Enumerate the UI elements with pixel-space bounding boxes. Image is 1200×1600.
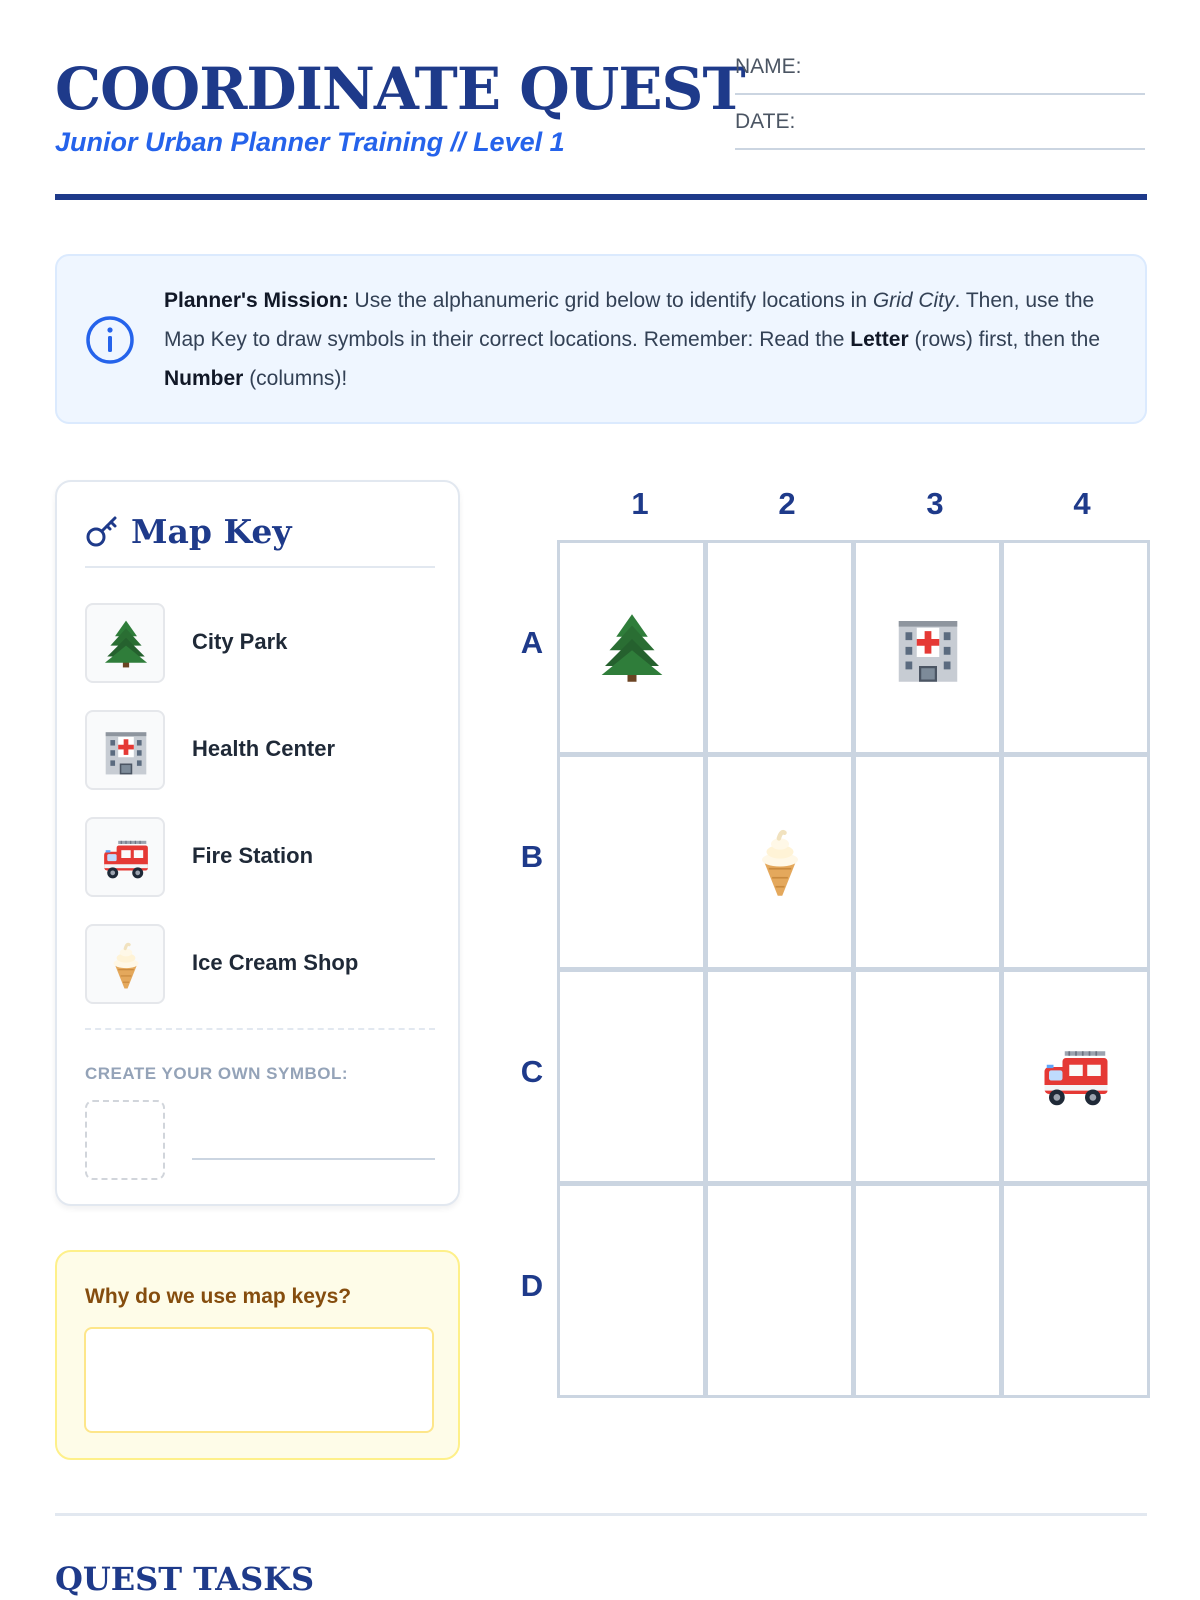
date-label: DATE: bbox=[735, 110, 796, 133]
reflection-answer-box[interactable] bbox=[84, 1327, 434, 1433]
grid-cell-a4[interactable] bbox=[1004, 543, 1147, 752]
grid-cell-c1[interactable] bbox=[560, 972, 703, 1181]
row-label: C bbox=[520, 1054, 544, 1089]
key-item-health-center bbox=[85, 710, 435, 790]
mission-text-4: (columns)! bbox=[243, 367, 348, 390]
grid-cell-d1[interactable] bbox=[560, 1186, 703, 1395]
custom-symbol-name-line[interactable] bbox=[192, 1158, 435, 1160]
page-subtitle: Junior Urban Planner Training // Level 1 bbox=[55, 127, 565, 157]
key-item-ice-cream-shop bbox=[85, 924, 435, 1004]
reflection-question: Why do we use map keys? bbox=[85, 1285, 352, 1308]
row-label: D bbox=[520, 1268, 544, 1303]
hospital-icon bbox=[892, 612, 964, 684]
tree-icon bbox=[101, 619, 151, 669]
key-symbol-box bbox=[85, 924, 165, 1004]
name-field[interactable] bbox=[735, 55, 1145, 95]
quest-tasks-title: QUEST TASKS bbox=[55, 1560, 315, 1598]
create-symbol-label: CREATE YOUR OWN SYMBOL: bbox=[85, 1064, 349, 1083]
column-label: 2 bbox=[778, 486, 796, 521]
key-item-label: Fire Station bbox=[192, 843, 314, 868]
row-label: A bbox=[520, 625, 544, 660]
column-label: 1 bbox=[631, 486, 649, 521]
mission-text-1: Use the alphanumeric grid below to identify locations in bbox=[348, 289, 873, 312]
grid-cell-d4[interactable] bbox=[1004, 1186, 1147, 1395]
coordinate-grid-area bbox=[500, 470, 1160, 1400]
worksheet-header bbox=[55, 55, 1145, 205]
map-key-header bbox=[85, 512, 435, 568]
tree-icon bbox=[596, 612, 668, 684]
key-icon bbox=[85, 512, 119, 552]
grid-cell-c2[interactable] bbox=[708, 972, 851, 1181]
grid-cell-d3[interactable] bbox=[856, 1186, 999, 1395]
mission-text-3: (rows) first, then the bbox=[908, 328, 1101, 351]
grid-cell-b2[interactable] bbox=[708, 757, 851, 966]
grid-cell-b4[interactable] bbox=[1004, 757, 1147, 966]
grid-cell-d2[interactable] bbox=[708, 1186, 851, 1395]
reflection-card bbox=[55, 1250, 460, 1460]
column-label: 4 bbox=[1073, 486, 1091, 521]
key-item-label: Ice Cream Shop bbox=[192, 950, 359, 975]
mission-text bbox=[164, 281, 1124, 398]
key-symbol-box bbox=[85, 603, 165, 683]
ice-cream-icon bbox=[744, 826, 816, 898]
mission-text-2: . Then, use the Map Key to draw symbols in their correct locations. Remember: Read the bbox=[164, 289, 1095, 351]
fire-truck-icon bbox=[101, 833, 151, 883]
page-title: COORDINATE QUEST bbox=[55, 55, 745, 123]
grid-cell-b1[interactable] bbox=[560, 757, 703, 966]
info-icon bbox=[85, 315, 135, 365]
key-item-city-park bbox=[85, 603, 435, 683]
grid-cell-a2[interactable] bbox=[708, 543, 851, 752]
grid-cell-a1[interactable] bbox=[560, 543, 703, 752]
grid-cell-c4[interactable] bbox=[1004, 972, 1147, 1181]
fire-truck-icon bbox=[1040, 1040, 1112, 1112]
grid-cell-c3[interactable] bbox=[856, 972, 999, 1181]
header-divider bbox=[55, 194, 1147, 200]
mission-callout bbox=[55, 254, 1147, 424]
number-keyword: Number bbox=[164, 367, 244, 390]
key-item-fire-station bbox=[85, 817, 435, 897]
name-label: NAME: bbox=[735, 55, 802, 78]
grid-cell-b3[interactable] bbox=[856, 757, 999, 966]
letter-keyword: Letter bbox=[850, 328, 909, 351]
map-key-title: Map Key bbox=[131, 512, 292, 551]
coordinate-grid bbox=[557, 540, 1150, 1398]
section-divider bbox=[55, 1513, 1147, 1516]
row-label: B bbox=[520, 839, 544, 874]
custom-symbol-box[interactable] bbox=[85, 1100, 165, 1180]
date-field[interactable] bbox=[735, 110, 1145, 150]
map-key-card bbox=[55, 480, 460, 1206]
mission-lead: Planner's Mission: bbox=[164, 289, 349, 312]
key-divider bbox=[85, 1028, 435, 1030]
city-name: Grid City bbox=[872, 289, 955, 312]
key-symbol-box bbox=[85, 710, 165, 790]
key-item-label: Health Center bbox=[192, 736, 336, 761]
key-symbol-box bbox=[85, 817, 165, 897]
grid-cell-a3[interactable] bbox=[856, 543, 999, 752]
column-label: 3 bbox=[926, 486, 944, 521]
ice-cream-icon bbox=[101, 940, 151, 990]
key-item-label: City Park bbox=[192, 629, 288, 654]
hospital-icon bbox=[101, 726, 151, 776]
